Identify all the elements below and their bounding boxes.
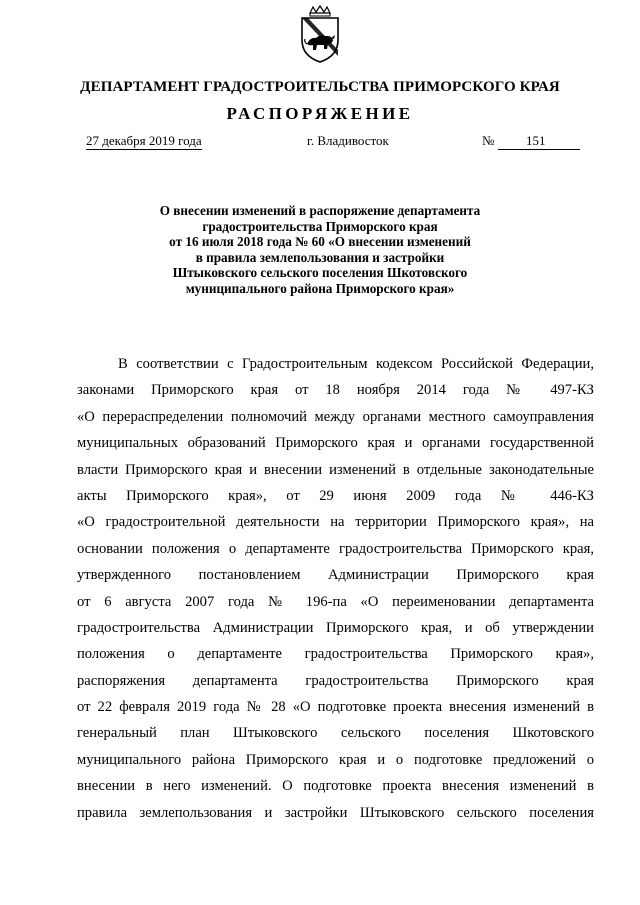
body-line: В соответствии с Градостроительным кодексом Российской Федерации, xyxy=(118,356,594,372)
body-line: утвержденного постановлением Администрации Приморского края xyxy=(77,567,594,584)
body-line: от 22 февраля 2019 года № 28 «О подготовке проекта внесения изменений в xyxy=(77,699,594,716)
body-line: внесении в него изменений. О подготовке проекта внесения изменений в xyxy=(77,778,594,795)
body-line: от 6 августа 2007 года № 196-па «О переименовании департамента xyxy=(77,593,594,610)
body-line: «О градостроительной деятельности на территории Приморского края», на xyxy=(77,514,594,531)
body-line: законами Приморского края от 18 ноября 2014 года № 497-КЗ xyxy=(77,382,594,399)
document-type-title: РАСПОРЯЖЕНИЕ xyxy=(226,104,414,123)
body-line: распоряжения департамента градостроительства Приморского края xyxy=(77,672,594,689)
body-line: муниципального района Приморского края и о подготовке предложений о xyxy=(77,751,594,768)
heading-line: муниципального района Приморского края» xyxy=(185,280,455,296)
document-heading xyxy=(70,203,570,297)
document-date: 27 декабря 2019 года xyxy=(86,133,202,148)
body-paragraph xyxy=(77,351,594,826)
body-line: градостроительства Администрации Приморского края, и об утверждении xyxy=(77,619,594,636)
body-line: власти Приморского края и внесении изменений в отдельные законодательные xyxy=(77,461,594,478)
heading-line: градостроительства Приморского края xyxy=(202,218,438,234)
body-line: основании положения о департаменте градостроительства Приморского края, xyxy=(77,540,594,557)
heading-line: Штыковского сельского поселения Шкотовского xyxy=(172,265,468,281)
body-line: генеральный план Штыковского сельского поселения Шкотовского xyxy=(77,725,594,742)
heading-line: в правила землепользования и застройки xyxy=(195,249,445,265)
primorsky-krai-coat-of-arms-icon xyxy=(298,4,342,64)
document-number-label: № xyxy=(482,133,495,148)
heading-line: от 16 июля 2018 года № 60 «О внесении изменений xyxy=(169,234,471,250)
document-number-underline xyxy=(498,149,580,150)
body-line: положения о департаменте градостроительства Приморского края», xyxy=(77,646,594,663)
body-line: «О перераспределении полномочий между органами местного самоуправления xyxy=(77,408,594,425)
document-city: г. Владивосток xyxy=(307,133,389,148)
department-title: ДЕПАРТАМЕНТ ГРАДОСТРОИТЕЛЬСТВА ПРИМОРСКОГО КРАЯ xyxy=(80,79,560,95)
body-line: муниципальных образований Приморского края и органами государственной xyxy=(77,435,594,452)
body-line: акты Приморского края», от 29 июня 2009 года № 446-КЗ xyxy=(77,487,594,504)
heading-line: О внесении изменений в распоряжение департамента xyxy=(159,203,481,218)
document-number: 151 xyxy=(526,133,546,148)
body-line: правила землепользования и застройки Штыковского сельского поселения xyxy=(77,804,594,821)
